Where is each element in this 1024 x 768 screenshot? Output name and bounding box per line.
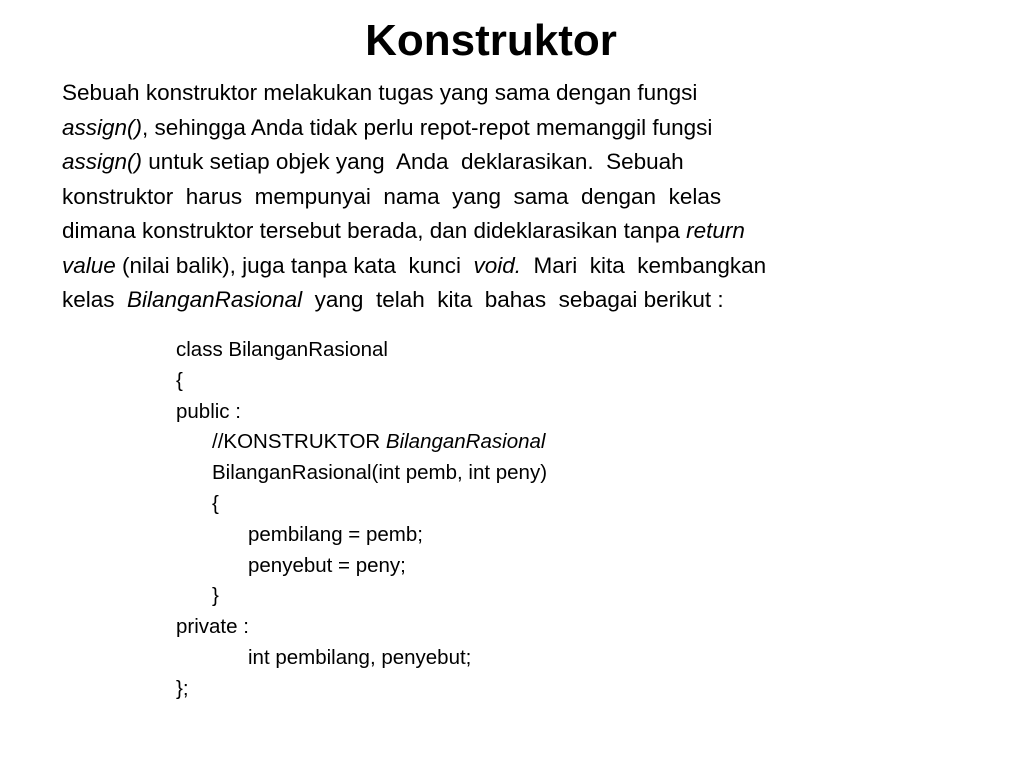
code-line: penyebut = peny; <box>248 553 406 577</box>
value-keyword: value <box>62 252 116 278</box>
paragraph-text: yang telah kita bahas sebagai berikut : <box>302 287 724 312</box>
slide-title: Konstruktor <box>365 16 617 65</box>
class-name-ref: BilanganRasional <box>127 287 303 312</box>
code-line: { <box>176 368 183 392</box>
paragraph-line-2 <box>62 111 962 146</box>
paragraph-line-7 <box>62 283 962 318</box>
void-keyword: void. <box>473 252 522 278</box>
code-line: } <box>212 584 219 608</box>
paragraph-text: Sebuah konstruktor melakukan tugas yang sama dengan fungsi <box>62 80 698 105</box>
paragraph-text: , sehingga Anda tidak perlu repot-repot memanggil fungsi <box>142 114 713 140</box>
code-comment-line <box>176 427 547 458</box>
code-line: private : <box>176 615 249 639</box>
return-keyword: return <box>686 218 745 243</box>
paragraph-line-5 <box>62 214 962 249</box>
description-paragraph <box>62 76 962 318</box>
code-line: int pembilang, penyebut; <box>248 645 472 669</box>
code-comment: //KONSTRUKTOR <box>212 430 386 454</box>
assign-function-ref: assign() <box>62 114 143 140</box>
paragraph-text: Mari kita kembangkan <box>521 252 767 278</box>
assign-function-ref: assign() <box>62 149 143 174</box>
paragraph-text: untuk setiap objek yang Anda deklarasikan. Sebuah <box>142 149 684 174</box>
paragraph-line-1 <box>62 76 962 111</box>
paragraph-text: dimana konstruktor tersebut berada, dan dideklarasikan tanpa <box>62 218 687 243</box>
code-comment-classname: BilanganRasional <box>385 430 546 454</box>
code-line: { <box>212 491 219 515</box>
code-line: class BilanganRasional <box>176 338 388 361</box>
paragraph-text: kelas <box>62 287 128 312</box>
code-listing <box>176 335 547 705</box>
code-line: public : <box>176 399 241 423</box>
code-line: }; <box>176 676 189 700</box>
code-line: pembilang = pemb; <box>248 522 423 546</box>
paragraph-line-3 <box>62 145 962 180</box>
paragraph-text: konstruktor harus mempunyai nama yang sama dengan kelas <box>62 183 722 209</box>
paragraph-text: (nilai balik), juga tanpa kata kunci <box>115 252 474 278</box>
code-line: BilanganRasional(int pemb, int peny) <box>212 461 548 485</box>
paragraph-line-6 <box>62 249 962 284</box>
paragraph-line-4 <box>62 180 962 215</box>
